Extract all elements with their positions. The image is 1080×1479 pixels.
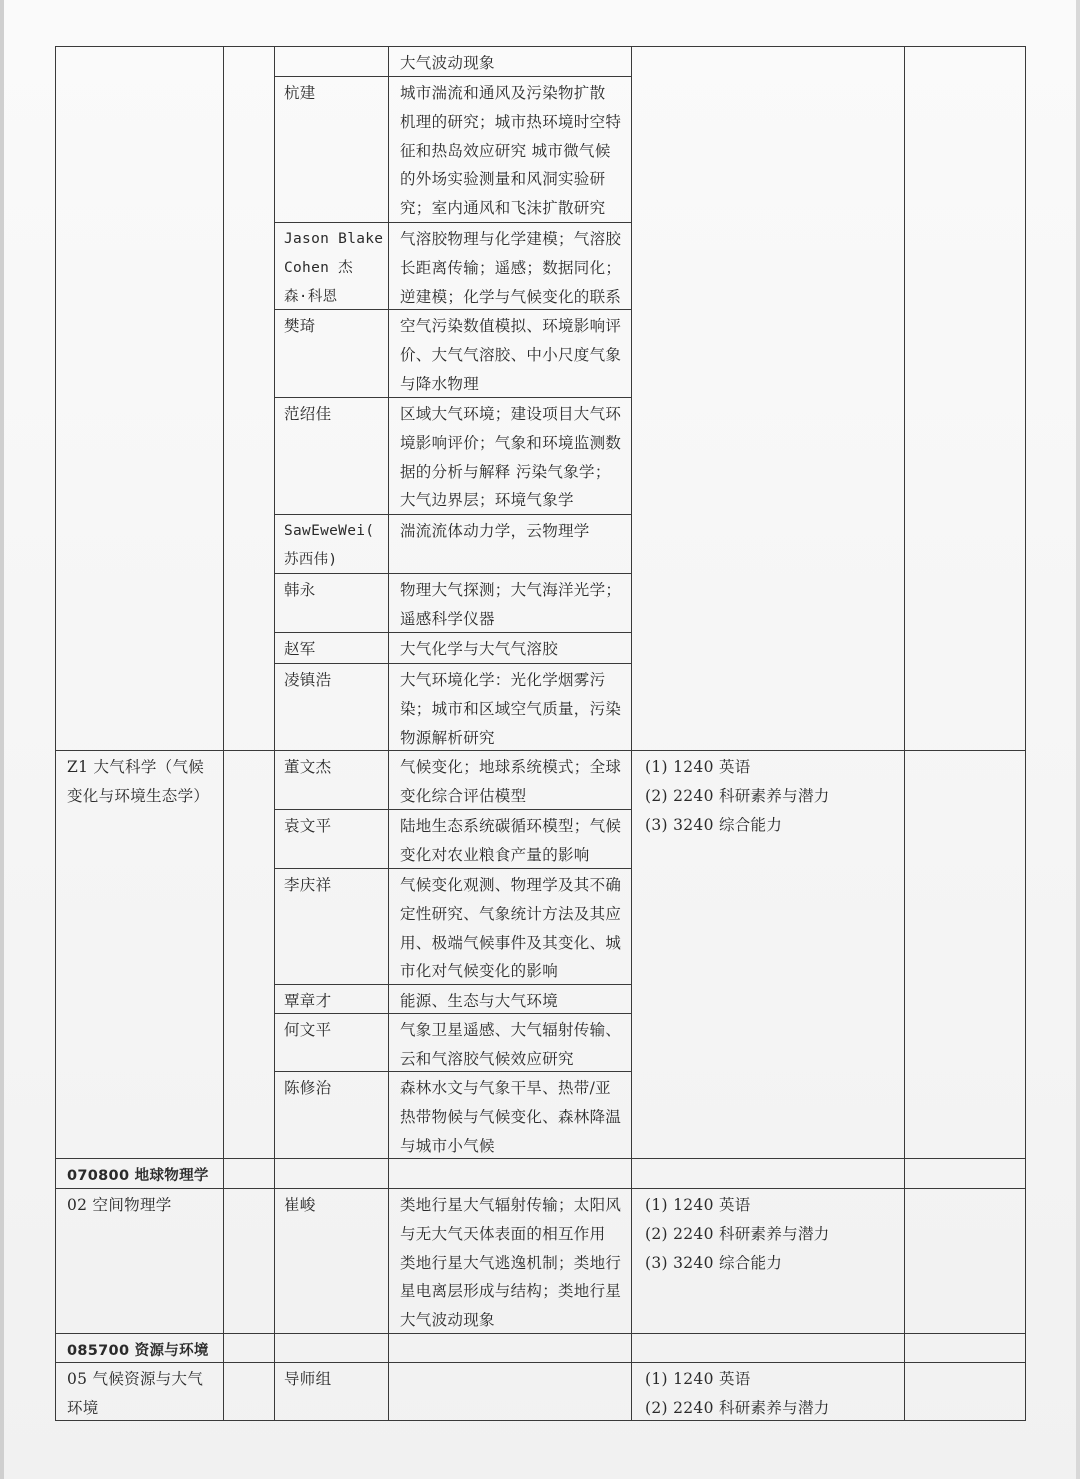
- research-line: 价、大气气溶胶、中小尺度气象: [400, 345, 622, 364]
- advisor-line: 董文杰: [284, 758, 332, 776]
- research-line: 气象卫星遥感、大气辐射传输、: [400, 1021, 622, 1039]
- exam-line: (1) 1240 英语: [645, 758, 751, 776]
- research-line: 气溶胶物理与化学建模；气溶胶: [400, 230, 622, 248]
- research-line: 变化综合评估模型: [400, 786, 527, 805]
- table-top-border: [55, 46, 1026, 47]
- research-line: 气候变化；地球系统模式；全球: [400, 758, 622, 776]
- research-line: 用、极端气候事件及其变化、城: [400, 933, 622, 952]
- advisor-line: 赵军: [284, 640, 316, 658]
- column-border-2: [274, 46, 275, 1421]
- research-line: 市化对气候变化的影响: [400, 962, 559, 981]
- research-line: 陆地生态系统碳循环模型；气候: [400, 817, 622, 835]
- research-line: 机理的研究；城市热环境时空特: [400, 112, 622, 131]
- research-line: 与降水物理: [400, 374, 480, 393]
- advisor-line: Cohen 杰: [284, 259, 353, 276]
- section-heading: 070800 地球物理学: [67, 1168, 209, 1184]
- exam-line: (1) 1240 英语: [645, 1370, 751, 1388]
- column-border-0: [55, 46, 56, 1421]
- research-line: 与无大气天体表面的相互作用: [400, 1224, 606, 1243]
- research-line: 气候变化观测、物理学及其不确: [400, 876, 622, 894]
- page-edge-left: [0, 0, 4, 1479]
- major-line: 变化与环境生态学）: [67, 786, 210, 805]
- advisor-line: 李庆祥: [284, 876, 332, 894]
- major-line: 02 空间物理学: [67, 1196, 172, 1214]
- research-line: 热带物候与气候变化、森林降温: [400, 1107, 622, 1126]
- advisor-line: 韩永: [284, 581, 316, 599]
- row-border-full: [55, 750, 1026, 751]
- research-line: 据的分析与解释 污染气象学；: [400, 462, 611, 481]
- research-line: 云和气溶胶气候效应研究: [400, 1049, 574, 1068]
- research-line: 湍流流体动力学，云物理学: [400, 522, 590, 540]
- research-line: 星电离层形成与结构；类地行星: [400, 1282, 622, 1301]
- advisor-line: 森·科恩: [284, 288, 338, 305]
- research-line: 与城市小气候: [400, 1136, 495, 1155]
- research-line: 物源解析研究: [400, 728, 495, 747]
- research-line: 征和热岛效应研究 城市微气候: [400, 141, 611, 160]
- advisor-line: 杭建: [284, 84, 316, 102]
- advisor-line: 崔峻: [284, 1196, 316, 1214]
- row-border-full: [55, 1333, 1026, 1334]
- research-line: 能源、生态与大气环境: [400, 992, 559, 1010]
- table-bottom-border: [55, 1420, 1026, 1421]
- exam-line: (2) 2240 科研素养与潜力: [645, 1224, 830, 1243]
- major-line: Z1 大气科学（气候: [67, 758, 205, 776]
- research-line: 定性研究、气象统计方法及其应: [400, 904, 622, 923]
- research-line: 大气波动现象: [400, 1311, 495, 1330]
- research-line: 区域大气环境；建设项目大气环: [400, 405, 622, 423]
- research-line: 大气环境化学：光化学烟雾污: [400, 671, 606, 689]
- advisor-line: 陈修治: [284, 1079, 332, 1097]
- advisor-line: 袁文平: [284, 817, 332, 835]
- exam-line: (1) 1240 英语: [645, 1196, 751, 1214]
- exam-line: (2) 2240 科研素养与潜力: [645, 786, 830, 805]
- admissions-table: [55, 45, 1025, 1420]
- column-border-4: [631, 46, 632, 1421]
- research-line: 遥感科学仪器: [400, 609, 495, 628]
- advisor-line: SawEweWei(: [284, 523, 375, 539]
- major-line: 环境: [67, 1398, 99, 1417]
- research-line: 类地行星大气辐射传输；太阳风: [400, 1196, 622, 1214]
- research-line: 变化对农业粮食产量的影响: [400, 845, 590, 864]
- column-border-1: [223, 46, 224, 1421]
- advisor-line: 苏西伟): [284, 551, 338, 568]
- advisor-line: 覃章才: [284, 992, 332, 1010]
- research-line: 境影响评价；气象和环境监测数: [400, 433, 622, 452]
- column-border-5: [904, 46, 905, 1421]
- research-line: 大气化学与大气气溶胶: [400, 640, 559, 658]
- research-line: 城市湍流和通风及污染物扩散: [400, 84, 606, 102]
- column-border-3: [388, 46, 389, 1421]
- major-line: 05 气候资源与大气: [67, 1370, 204, 1388]
- row-border-full: [55, 1158, 1026, 1159]
- research-line: 染；城市和区域空气质量，污染: [400, 699, 622, 718]
- research-line: 究；室内通风和飞沫扩散研究: [400, 199, 606, 218]
- research-line: 空气污染数值模拟、环境影响评: [400, 317, 622, 335]
- research-line: 物理大气探测；大气海洋光学；: [400, 581, 622, 599]
- research-line: 长距离传输；遥感；数据同化；: [400, 258, 622, 277]
- column-border-6: [1025, 46, 1026, 1421]
- research-line: 类地行星大气逃逸机制；类地行: [400, 1253, 622, 1272]
- advisor-line: 导师组: [284, 1370, 332, 1388]
- exam-line: (2) 2240 科研素养与潜力: [645, 1398, 830, 1417]
- research-line: 逆建模；化学与气候变化的联系: [400, 287, 622, 306]
- exam-line: (3) 3240 综合能力: [645, 1253, 783, 1272]
- research-line: 森林水文与气象干旱、热带/亚: [400, 1079, 611, 1097]
- advisor-line: 樊琦: [284, 317, 316, 335]
- advisor-line: Jason Blake: [284, 231, 384, 247]
- research-line: 的外场实验测量和风洞实验研: [400, 170, 606, 189]
- page-edge-right: [1076, 0, 1080, 1479]
- research-line: 大气波动现象: [400, 54, 495, 72]
- exam-line: (3) 3240 综合能力: [645, 815, 783, 834]
- advisor-line: 范绍佳: [284, 405, 332, 423]
- advisor-line: 何文平: [284, 1021, 332, 1039]
- advisor-line: 凌镇浩: [284, 671, 332, 689]
- research-line: 大气边界层；环境气象学: [400, 491, 574, 510]
- section-heading: 085700 资源与环境: [67, 1343, 209, 1359]
